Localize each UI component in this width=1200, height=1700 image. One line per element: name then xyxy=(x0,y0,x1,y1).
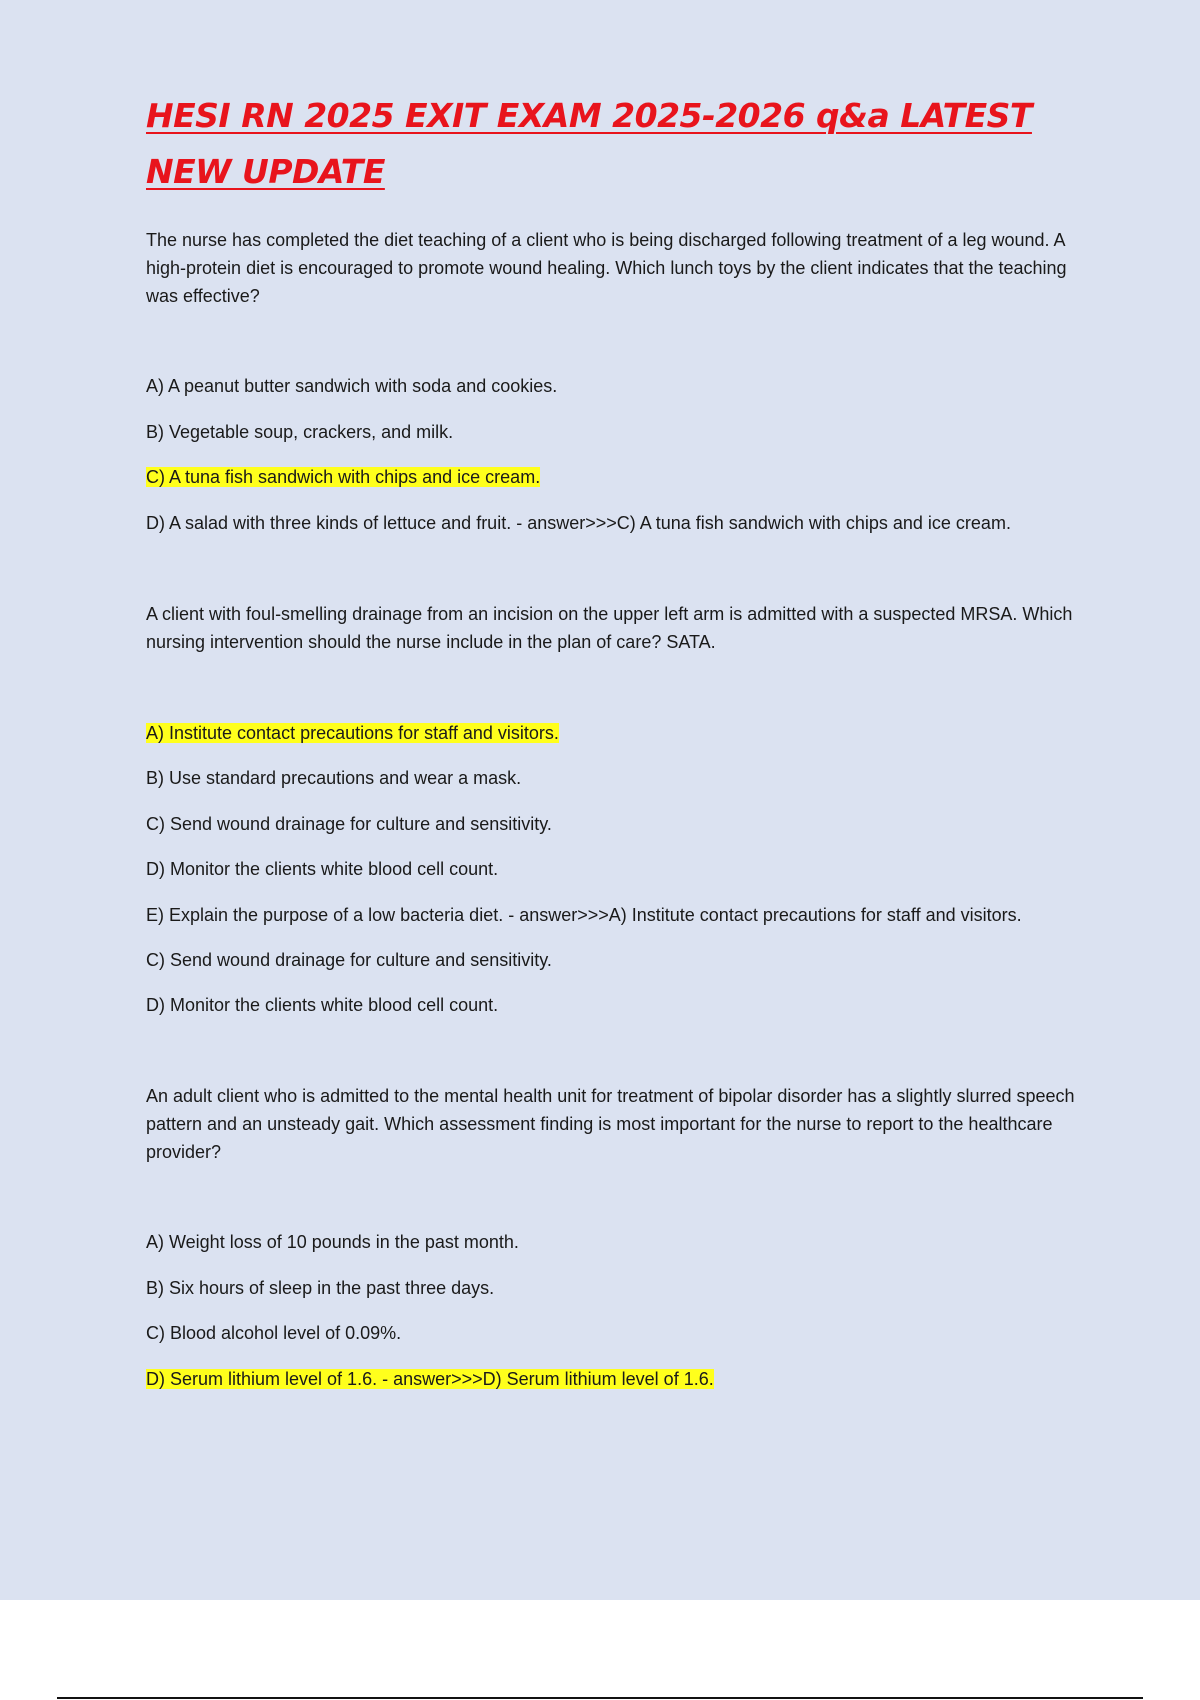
question-1-option-a: A) A peanut butter sandwich with soda and cookies. xyxy=(146,376,558,396)
question-2-stem: A client with foul-smelling drainage from an incision on the upper left arm is admitted with a suspected MRSA. Which nursing intervention should the nurse include in the plan of care? SATA. xyxy=(146,604,1073,652)
question-1-option-c xyxy=(146,463,1086,491)
question-3-option-d xyxy=(146,1365,1086,1393)
document-content xyxy=(146,88,1086,1393)
question-2-option-d: D) Monitor the clients white blood cell count. xyxy=(146,859,499,879)
question-3-option-a: A) Weight loss of 10 pounds in the past month. xyxy=(146,1232,519,1252)
question-3-option-c: C) Blood alcohol level of 0.09%. xyxy=(146,1323,402,1343)
question-2-repeat-d: D) Monitor the clients white blood cell count. xyxy=(146,995,499,1015)
document-title: HESI RN 2025 EXIT EXAM 2025-2026 q&a LATEST NEW UPDATE xyxy=(146,96,1032,191)
question-2-repeat-c: C) Send wound drainage for culture and sensitivity. xyxy=(146,950,552,970)
question-2-option-c: C) Send wound drainage for culture and sensitivity. xyxy=(146,814,552,834)
question-2-option-b: B) Use standard precautions and wear a mask. xyxy=(146,768,522,788)
question-1-option-d: D) A salad with three kinds of lettuce and fruit. - answer>>>C) A tuna fish sandwich with chips and ice cream. xyxy=(146,513,1011,533)
question-1-option-b: B) Vegetable soup, crackers, and milk. xyxy=(146,422,454,442)
question-2-option-a xyxy=(146,719,1086,747)
footer-divider xyxy=(57,1697,1143,1699)
highlighted-answer: A) Institute contact precautions for staff and visitors. xyxy=(146,723,559,743)
question-3-option-b: B) Six hours of sleep in the past three days. xyxy=(146,1278,495,1298)
highlighted-answer: C) A tuna fish sandwich with chips and ice cream. xyxy=(146,467,541,487)
highlighted-answer: D) Serum lithium level of 1.6. - answer>>>D) Serum lithium level of 1.6. xyxy=(146,1369,714,1389)
question-1-stem: The nurse has completed the diet teaching of a client who is being discharged following treatment of a leg wound. A high-protein diet is encouraged to promote wound healing. Which lunch toys by the client indicates that the teaching was effective? xyxy=(146,230,1067,306)
question-2-option-e: E) Explain the purpose of a low bacteria diet. - answer>>>A) Institute contact precautions for staff and visitors. xyxy=(146,905,1022,925)
question-3-stem: An adult client who is admitted to the mental health unit for treatment of bipolar disorder has a slightly slurred speech pattern and an unsteady gait. Which assessment finding is most important for the nurse to report to the healthcare provider? xyxy=(146,1086,1075,1162)
